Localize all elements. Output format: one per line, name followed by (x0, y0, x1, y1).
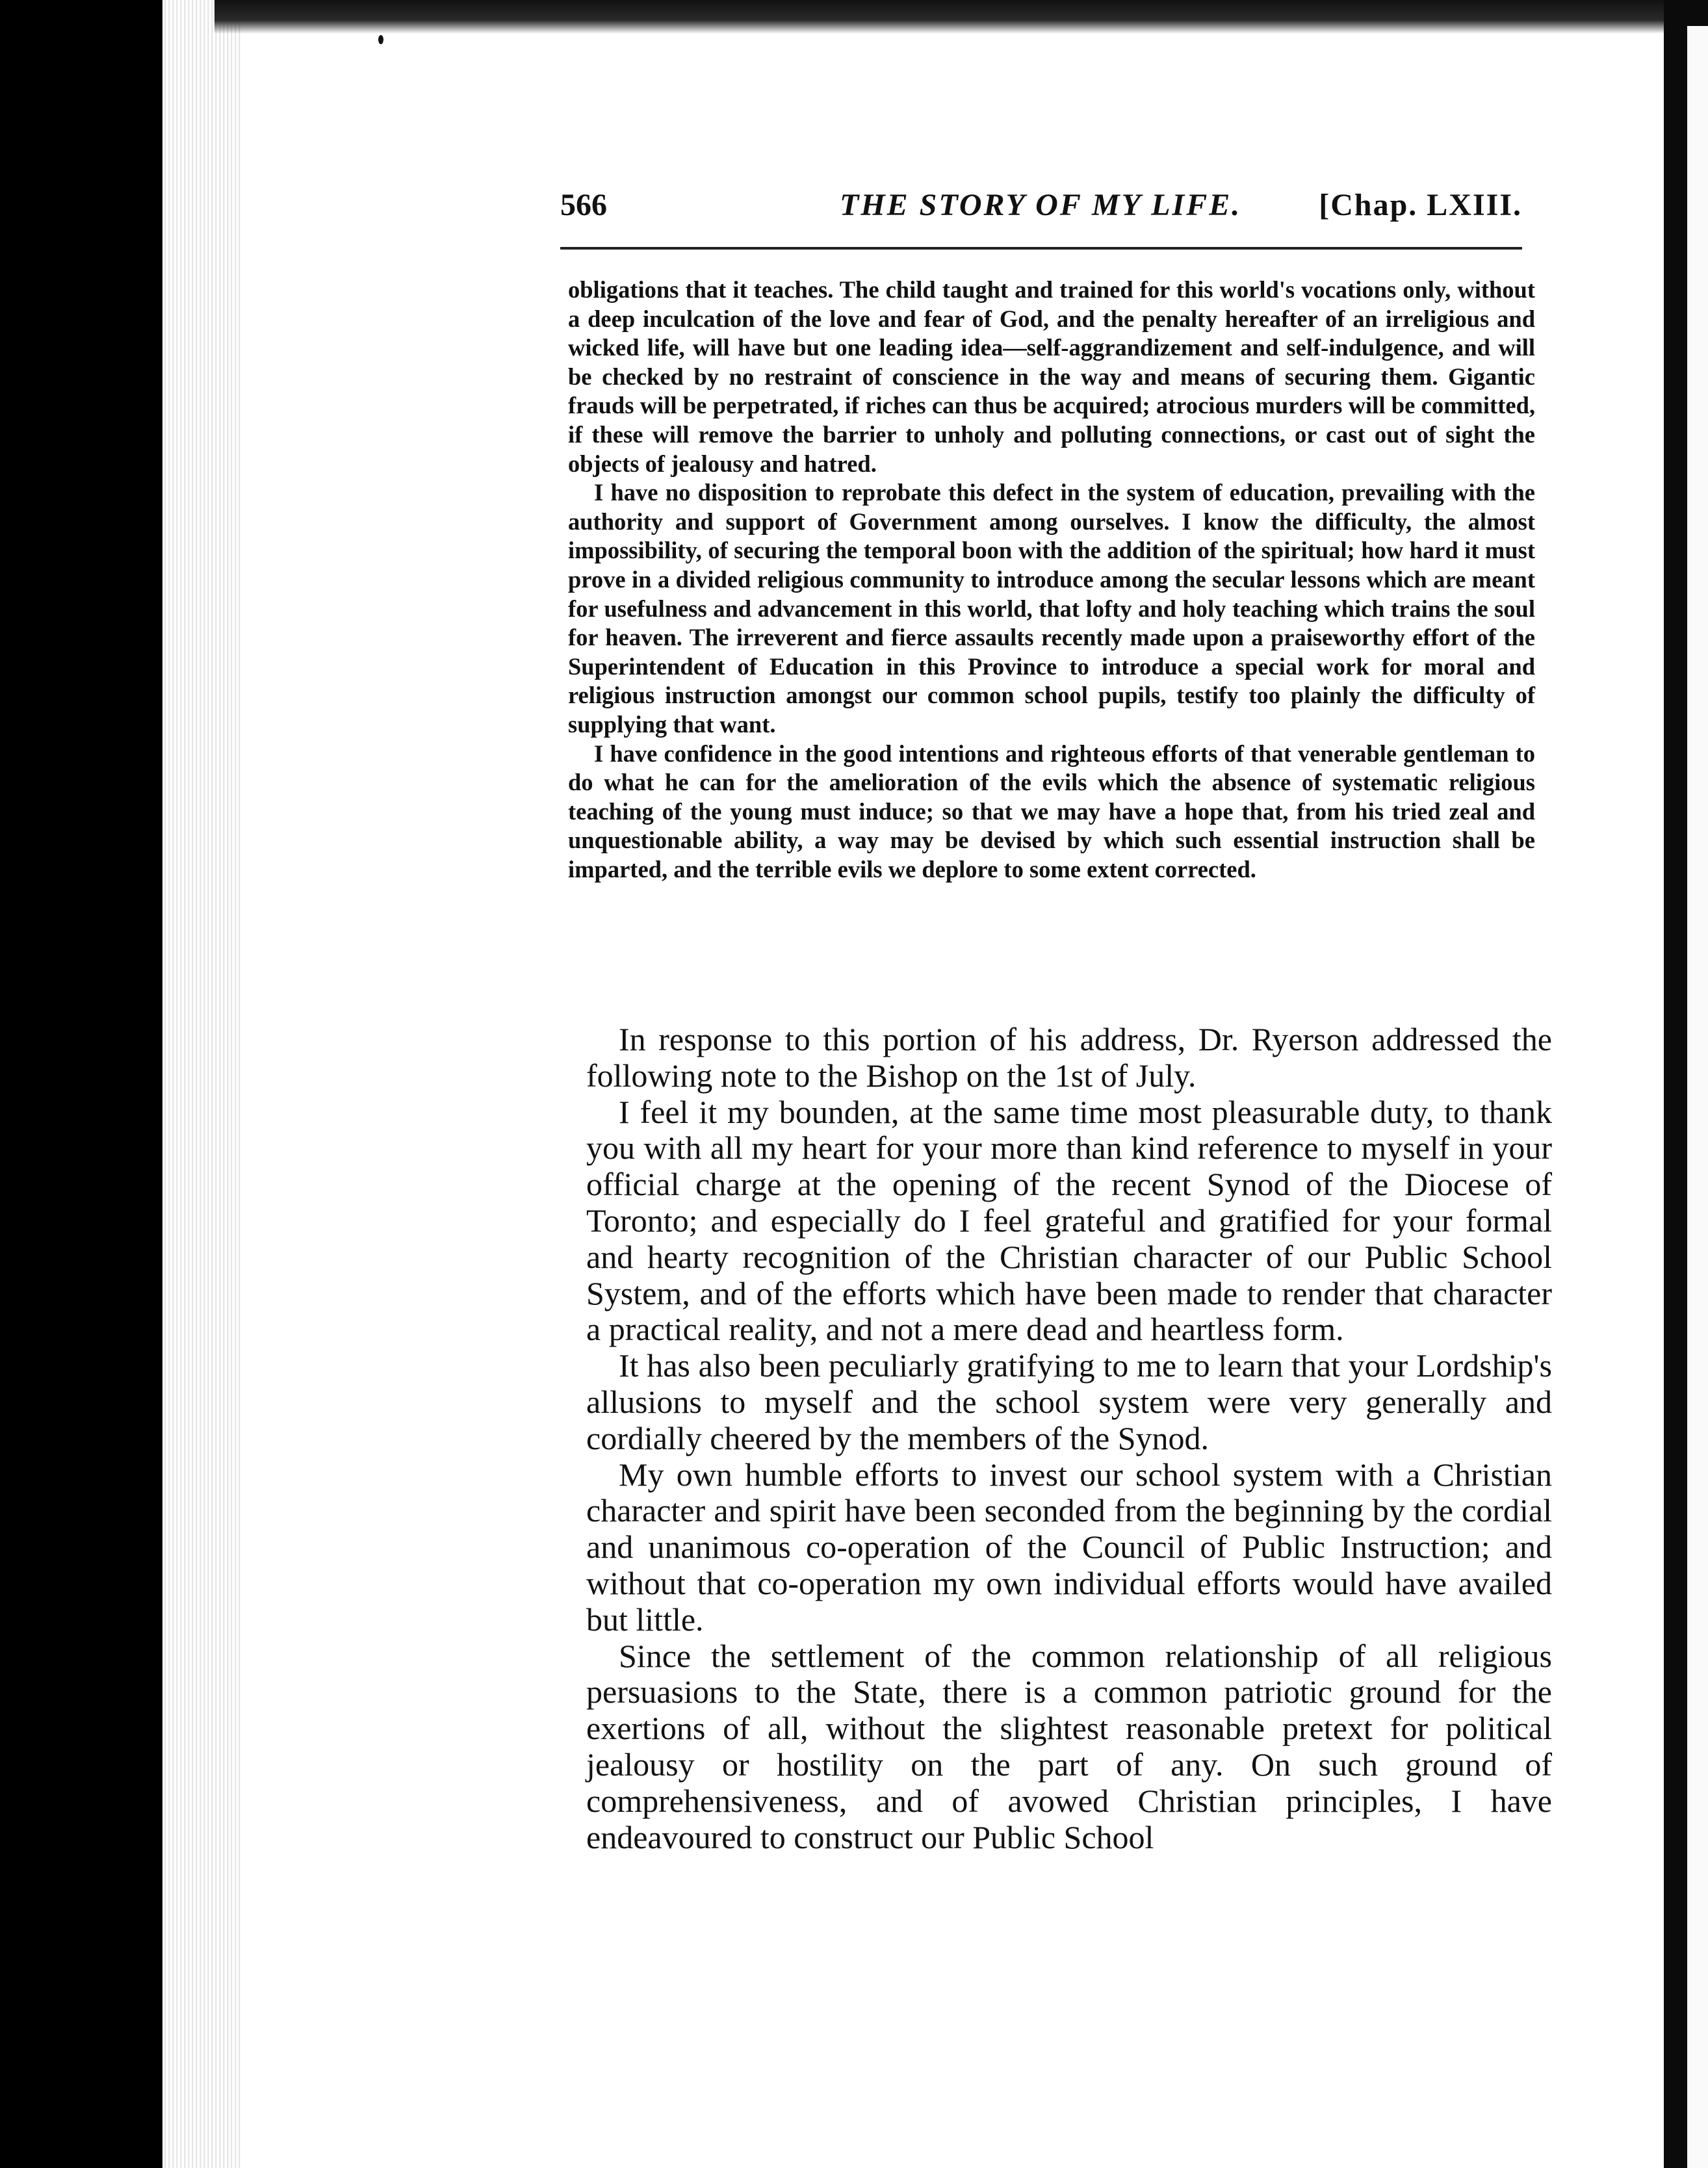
book-page-edges (162, 0, 240, 2168)
body-paragraph-1: In response to this portion of his address, Dr. Ryerson addressed the following note to the Bishop on the 1st of July. (586, 1021, 1552, 1094)
header-rule (560, 247, 1522, 250)
quote-paragraph-2: I have no disposition to reprobate this defect in the system of education, prevailing with the authority and support of Government among ourselves. I know the difficulty, the almost impossibility, of securing the temporal boon with the addition of the spiritual; how hard it must prove in a divided religious community to introduce among the secular lessons which are meant for usefulness and advancement in this world, that lofty and holy teaching which trains the soul for heaven. The irreverent and fierce assaults recently made upon a praiseworthy effort of the Superintendent of Education in this Province to introduce a special work for moral and religious instruction amongst our common school pupils, testify too plainly the difficulty of supplying that want. (568, 479, 1535, 738)
page-number: 566 (560, 188, 607, 222)
body-paragraph-2: I feel it my bounden, at the same time most pleasurable duty, to thank you with all my heart for your more than kind reference to myself in your official charge at the opening of the recent Synod of the Diocese of Toronto; and especially do I feel grateful and gratified for your formal and hearty recognition of the Christian character of our Public School System, and of the efforts which have been made to render that character a practical reality, and not a mere dead and heartless form. (586, 1093, 1552, 1348)
body-text (586, 1022, 1552, 1855)
quote-paragraph-3: I have confidence in the good intentions and righteous efforts of that venerable gentleman to do what he can for the amelioration of the evils which the absence of systematic religious teaching of the young must induce; so that we may have a hope that, from his tried zeal and unquestionable ability, a way may be devised by which such essential instruction shall be imparted, and the terrible evils we deplore to some extent corrected. (568, 740, 1535, 883)
running-head (560, 187, 1522, 226)
running-title: THE STORY OF MY LIFE. (840, 188, 1242, 222)
body-paragraph-5: Since the settlement of the common relationship of all religious persuasions to the State, there is a common patriotic ground for the exertions of all, without the slightest reasonable pretext for political jealousy or hostility on the part of any. On such ground of comprehensiveness, and of avowed Christian principles, I have endeavoured to construct our Public School (586, 1637, 1552, 1855)
body-paragraph-3: It has also been peculiarly gratifying to me to learn that your Lordship's allusions to myself and the school system were very generally and cordially cheered by the members of the Synod. (586, 1347, 1552, 1456)
quote-paragraph-1: obligations that it teaches. The child taught and trained for this world's vocations only, without a deep inculcation of the love and fear of God, and the penalty hereafter of an irreligious and wicked life, will have but one leading idea—self-aggrandizement and self-indulgence, and will be checked by no restraint of conscience in the way and means of securing them. Gigantic frauds will be perpetrated, if riches can thus be acquired; atrocious murders will be committed, if these will remove the barrier to unholy and polluting connections, or cast out of sight the objects of jealousy and hatred. (568, 276, 1535, 477)
scan-speck (378, 35, 383, 44)
facing-page-edge (1687, 26, 1708, 2168)
body-paragraph-4: My own humble efforts to invest our school system with a Christian character and spirit have been seconded from the beginning by the cordial and unanimous co-operation of the Council of Public Instruction; and without that co-operation my own individual efforts would have availed but little. (586, 1456, 1552, 1638)
quoted-address (568, 276, 1535, 884)
scan-top-shadow (214, 0, 1683, 34)
chapter-reference: [Chap. LXIII. (1319, 188, 1522, 222)
